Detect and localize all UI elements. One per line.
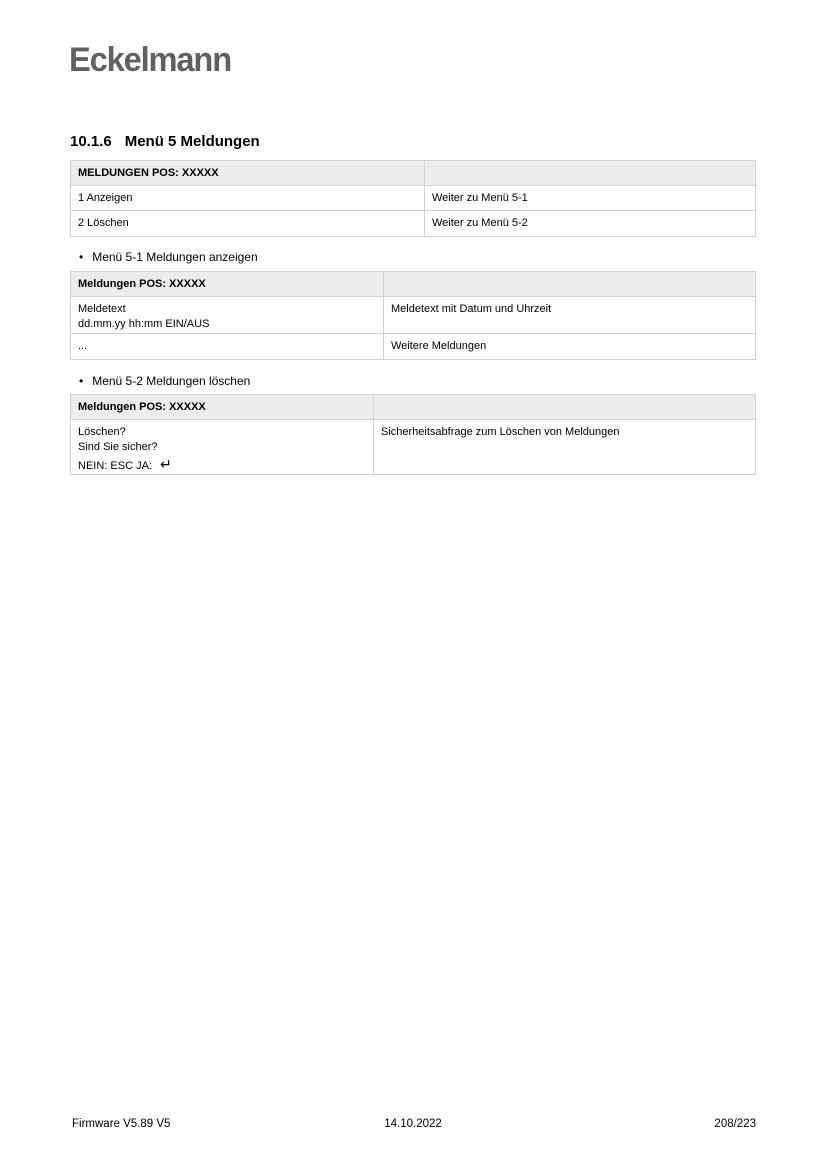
table2-row1-right: Meldetext mit Datum und Uhrzeit xyxy=(384,297,755,334)
enter-key-icon: ↵ xyxy=(159,457,172,473)
confirm-prompt-label: NEIN: ESC JA: xyxy=(78,460,152,472)
table3-row1-left-line3 xyxy=(78,459,366,474)
bullet-item-label: • Menü 5-1 Meldungen anzeigen xyxy=(92,250,258,264)
table1-row1-left: 1 Anzeigen xyxy=(71,186,425,211)
table3-row1-left-line1: Löschen? xyxy=(78,426,126,438)
bullet-item-menu-5-2 xyxy=(79,374,250,388)
section-number: 10.1.6 xyxy=(70,133,112,150)
section-heading xyxy=(70,133,260,150)
footer-date: 14.10.2022 xyxy=(384,1118,442,1130)
footer-page-number: 208/223 xyxy=(714,1118,756,1130)
table1-row2-right: Weiter zu Menü 5-2 xyxy=(432,217,528,229)
table3-header-cell: Meldungen POS: XXXXX xyxy=(71,395,374,420)
section-title: Menü 5 Meldungen xyxy=(124,133,260,150)
eckelmann-logo: Eckelmann xyxy=(69,41,231,79)
table2-header-cell: Meldungen POS: XXXXX xyxy=(71,272,384,297)
table3-row1-right: Sicherheitsabfrage zum Löschen von Meldungen xyxy=(381,426,620,438)
menu-5-2-table xyxy=(70,394,756,475)
bullet-item-label: • Menü 5-2 Meldungen löschen xyxy=(92,374,251,388)
table2-row1-left-line2: dd.mm.yy hh:mm EIN/AUS xyxy=(78,318,210,330)
table2-row1-left xyxy=(71,297,384,334)
menu-5-table xyxy=(70,160,756,237)
table3-row1-left-line2: Sind Sie sicher? xyxy=(78,441,158,453)
table3-header-cell-empty xyxy=(374,395,755,420)
footer-firmware-version: Firmware V5.89 V5 xyxy=(72,1118,171,1130)
table2-row1-left-line1: Meldetext xyxy=(78,303,126,315)
table1-header-cell: MELDUNGEN POS: XXXXX xyxy=(71,161,425,186)
table1-row2-left: 2 Löschen xyxy=(71,211,425,236)
table1-header-cell-empty xyxy=(425,161,755,186)
table2-header-cell-empty xyxy=(384,272,755,297)
table2-row2-left: ... xyxy=(71,334,384,359)
table2-row2-right: Weitere Meldungen xyxy=(391,340,487,352)
menu-5-1-table xyxy=(70,271,756,360)
table1-row1-right: Weiter zu Menü 5-1 xyxy=(425,186,755,211)
page-footer xyxy=(70,1118,756,1134)
bullet-item-menu-5-1 xyxy=(79,250,258,264)
table3-row1-left xyxy=(71,420,374,474)
